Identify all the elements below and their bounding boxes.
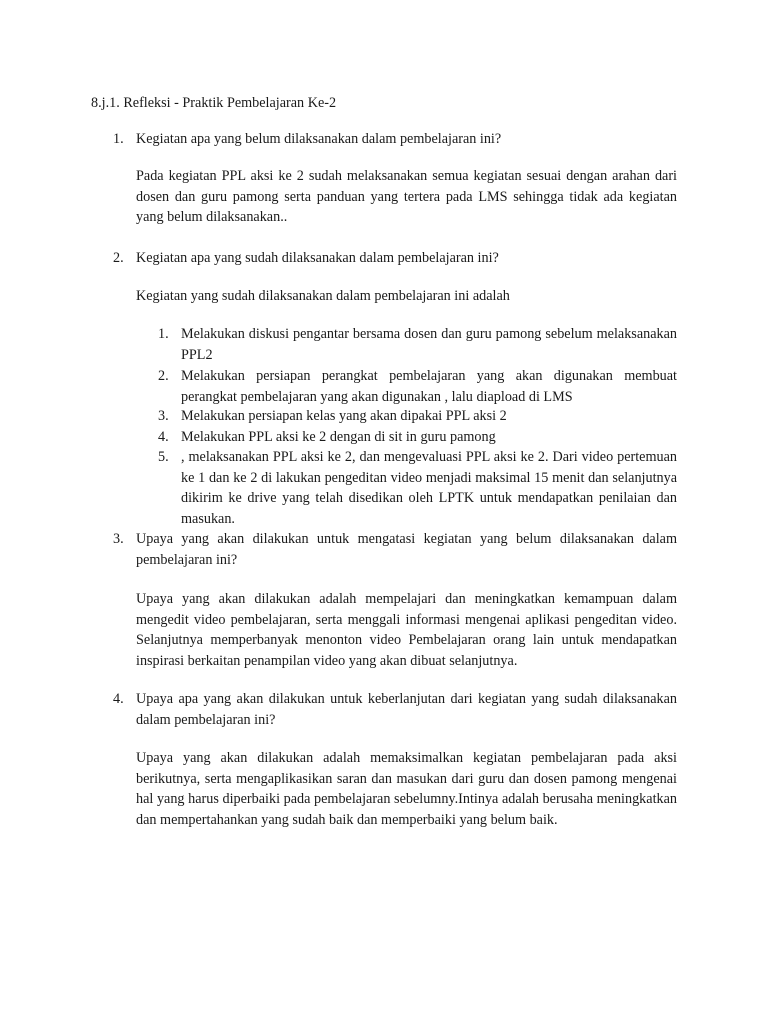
list-item-1-number: 1.: [158, 326, 169, 342]
list-item-5-text: , melaksanakan PPL aksi ke 2, dan mengevaluasi PPL aksi ke 2. Dari video pertemuan ke 1 dan ke 2 di lakukan pengeditan video menjadi maksimal 15 menit dan selanjutnya dikirim ke drive yang telah disedikan oleh LPTK untuk mendapatkan penilaian dan masukan.: [181, 449, 677, 527]
question-4-number: 4.: [113, 691, 124, 707]
answer-2-intro: Kegiatan yang sudah dilaksanakan dalam pembelajaran ini adalah: [136, 288, 510, 304]
list-item-2-number: 2.: [158, 368, 169, 384]
question-3-text: Upaya yang akan dilakukan untuk mengatasi kegiatan yang belum dilaksanakan dalam pembelajaran ini?: [136, 531, 677, 568]
answer-4-text: Upaya yang akan dilakukan adalah memaksimalkan kegiatan pembelajaran pada aksi berikutnya, serta mengaplikasikan saran dan masukan dari guru dan dosen pamong mengenai hal yang harus diperbaiki pada pembelajaran sebelumny.Intinya adalah berusaha meningkatkan dan mempertahankan yang sudah baik dan memperbaiki yang belum baik.: [136, 750, 677, 828]
list-item-3-number: 3.: [158, 408, 169, 424]
answer-1-text: Pada kegiatan PPL aksi ke 2 sudah melaksanakan semua kegiatan sesuai dengan arahan dari dosen dan guru pamong serta panduan yang tertera pada LMS sehingga tidak ada kegiatan yang belum dilaksanakan..: [136, 168, 677, 225]
list-item-4-text: Melakukan PPL aksi ke 2 dengan di sit in guru pamong: [181, 429, 496, 445]
question-1-text: Kegiatan apa yang belum dilaksanakan dalam pembelajaran ini?: [136, 131, 502, 147]
list-item-4-number: 4.: [158, 429, 169, 445]
list-item-5-number: 5.: [158, 449, 169, 465]
list-item-2-text: Melakukan persiapan perangkat pembelajaran yang akan digunakan membuat perangkat pembelajaran yang akan digunakan , lalu diapload di LMS: [181, 368, 677, 405]
section-heading: 8.j.1. Refleksi - Praktik Pembelajaran Ke-2: [91, 95, 337, 111]
question-2-number: 2.: [113, 250, 124, 266]
question-4-text: Upaya apa yang akan dilakukan untuk keberlanjutan dari kegiatan yang sudah dilaksanakan dalam pembelajaran ini?: [136, 691, 677, 728]
answer-3-text: Upaya yang akan dilakukan adalah mempelajari dan meningkatkan kemampuan dalam mengedit video pembelajaran, serta menggali informasi mengenai aplikasi pengeditan video. Selanjutnya memperbanyak menonton video Pembelajaran orang lain untuk mendapatkan inspirasi berkaitan penampilan video yang akan dibuat selanjutnya.: [136, 591, 677, 669]
list-item-3-text: Melakukan persiapan kelas yang akan dipakai PPL aksi 2: [181, 408, 507, 424]
question-2-text: Kegiatan apa yang sudah dilaksanakan dalam pembelajaran ini?: [136, 250, 499, 266]
list-item-1-text: Melakukan diskusi pengantar bersama dosen dan guru pamong sebelum melaksanakan PPL2: [181, 326, 677, 363]
question-3-number: 3.: [113, 531, 124, 547]
question-1-number: 1.: [113, 131, 124, 147]
